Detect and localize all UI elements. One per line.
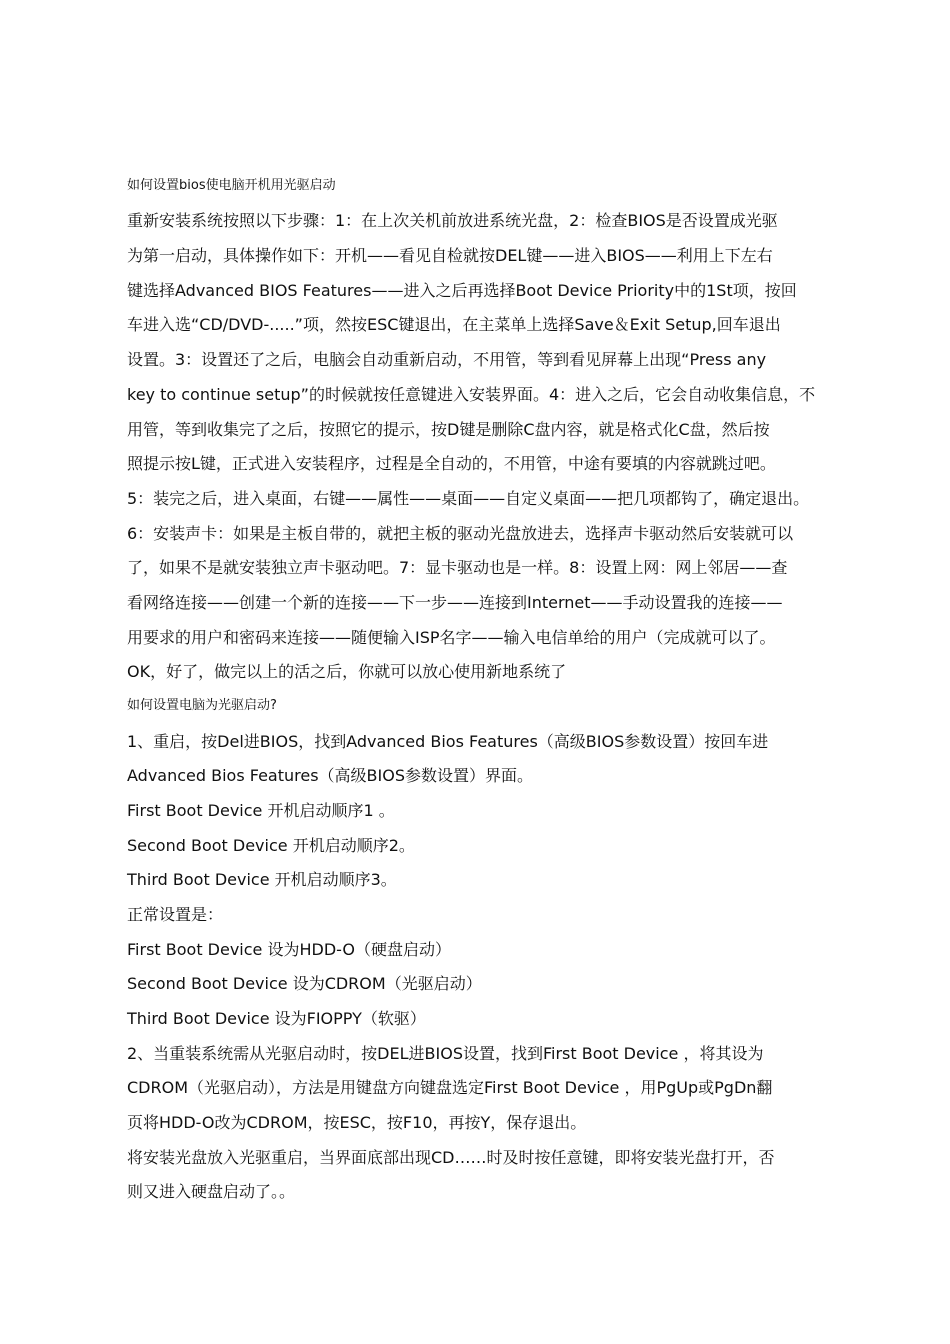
doc-line-17: Advanced Bios Features（高级BIOS参数设置）界面。 bbox=[127, 766, 533, 785]
doc-line-19: Second Boot Device 开机启动顺序2。 bbox=[127, 836, 415, 855]
doc-line-24: Third Boot Device 设为FIOPPY（软驱） bbox=[127, 1009, 426, 1028]
doc-line-22: First Boot Device 设为HDD-O（硬盘启动） bbox=[127, 940, 451, 959]
doc-line-26: CDROM（光驱启动），方法是用键盘方向键盘选定First Boot Device ，用PgUp或PgDn翻 bbox=[127, 1078, 773, 1097]
doc-line-16: 1、重启，按Del进BIOS，找到Advanced Bios Features（高级BIOS参数设置）按回车进 bbox=[127, 732, 769, 751]
doc-line-3: 键选择Advanced BIOS Features——进入之后再选择Boot Device Priority中的1St项，按回 bbox=[127, 281, 797, 300]
doc-line-8: 照提示按L键，正式进入安装程序，过程是全自动的，不用管，中途有要填的内容就跳过吧。 bbox=[127, 454, 776, 473]
doc-line-21: 正常设置是： bbox=[127, 905, 224, 924]
doc-title-1: 如何设置bios使电脑开机用光驱启动 bbox=[127, 178, 336, 193]
doc-line-9: 5：装完之后，进入桌面，右键——属性——桌面——自定义桌面——把几项都钩了，确定退出。 bbox=[127, 489, 810, 508]
doc-line-2: 为第一启动，具体操作如下：开机——看见自检就按DEL键——进入BIOS——利用上下左右 bbox=[127, 246, 773, 265]
doc-line-11: 了，如果不是就安装独立声卡驱动吧。7：显卡驱动也是一样。8：设置上网：网上邻居——查 bbox=[127, 558, 788, 577]
doc-line-6: key to continue setup”的时候就按任意键进入安装界面。4：进入之后，它会自动收集信息，不 bbox=[127, 385, 816, 404]
doc-line-1: 重新安装系统按照以下步骤：1：在上次关机前放进系统光盘，2：检查BIOS是否设置成光驱 bbox=[127, 211, 778, 230]
doc-line-10: 6：安装声卡：如果是主板自带的，就把主板的驱动光盘放进去，选择声卡驱动然后安装就可以 bbox=[127, 524, 794, 543]
doc-line-5: 设置。3：设置还了之后，电脑会自动重新启动，不用管，等到看见屏幕上出现“Press any bbox=[127, 350, 767, 369]
doc-title-2: 如何设置电脑为光驱启动? bbox=[127, 698, 277, 713]
doc-line-12: 看网络连接——创建一个新的连接——下一步——连接到Internet——手动设置我的连接—— bbox=[127, 593, 783, 612]
doc-line-13: 用要求的用户和密码来连接——随便输入ISP名字——输入电信单给的用户（完成就可以了。 bbox=[127, 628, 776, 647]
doc-line-18: First Boot Device 开机启动顺序1 。 bbox=[127, 801, 395, 820]
doc-line-27: 页将HDD-O改为CDROM，按ESC，按F10，再按Y，保存退出。 bbox=[127, 1113, 587, 1132]
doc-line-25: 2、当重装系统需从光驱启动时，按DEL进BIOS设置，找到First Boot Device ，将其设为 bbox=[127, 1044, 764, 1063]
doc-line-7: 用管，等到收集完了之后，按照它的提示，按D键是删除C盘内容，就是格式化C盘，然后按 bbox=[127, 420, 770, 439]
doc-line-28: 将安装光盘放入光驱重启，当界面底部出现CD……时及时按任意键，即将安装光盘打开，否 bbox=[127, 1148, 775, 1167]
doc-line-23: Second Boot Device 设为CDROM（光驱启动） bbox=[127, 974, 482, 993]
doc-line-20: Third Boot Device 开机启动顺序3。 bbox=[127, 870, 397, 889]
doc-line-14: OK，好了，做完以上的活之后，你就可以放心使用新地系统了 bbox=[127, 662, 567, 681]
doc-line-29: 则又进入硬盘启动了。。 bbox=[127, 1182, 296, 1201]
doc-line-4: 车进入选“CD/DVD-.....”项，然按ESC键退出，在主菜单上选择Save＆Exit Setup,回车退出 bbox=[127, 315, 781, 334]
